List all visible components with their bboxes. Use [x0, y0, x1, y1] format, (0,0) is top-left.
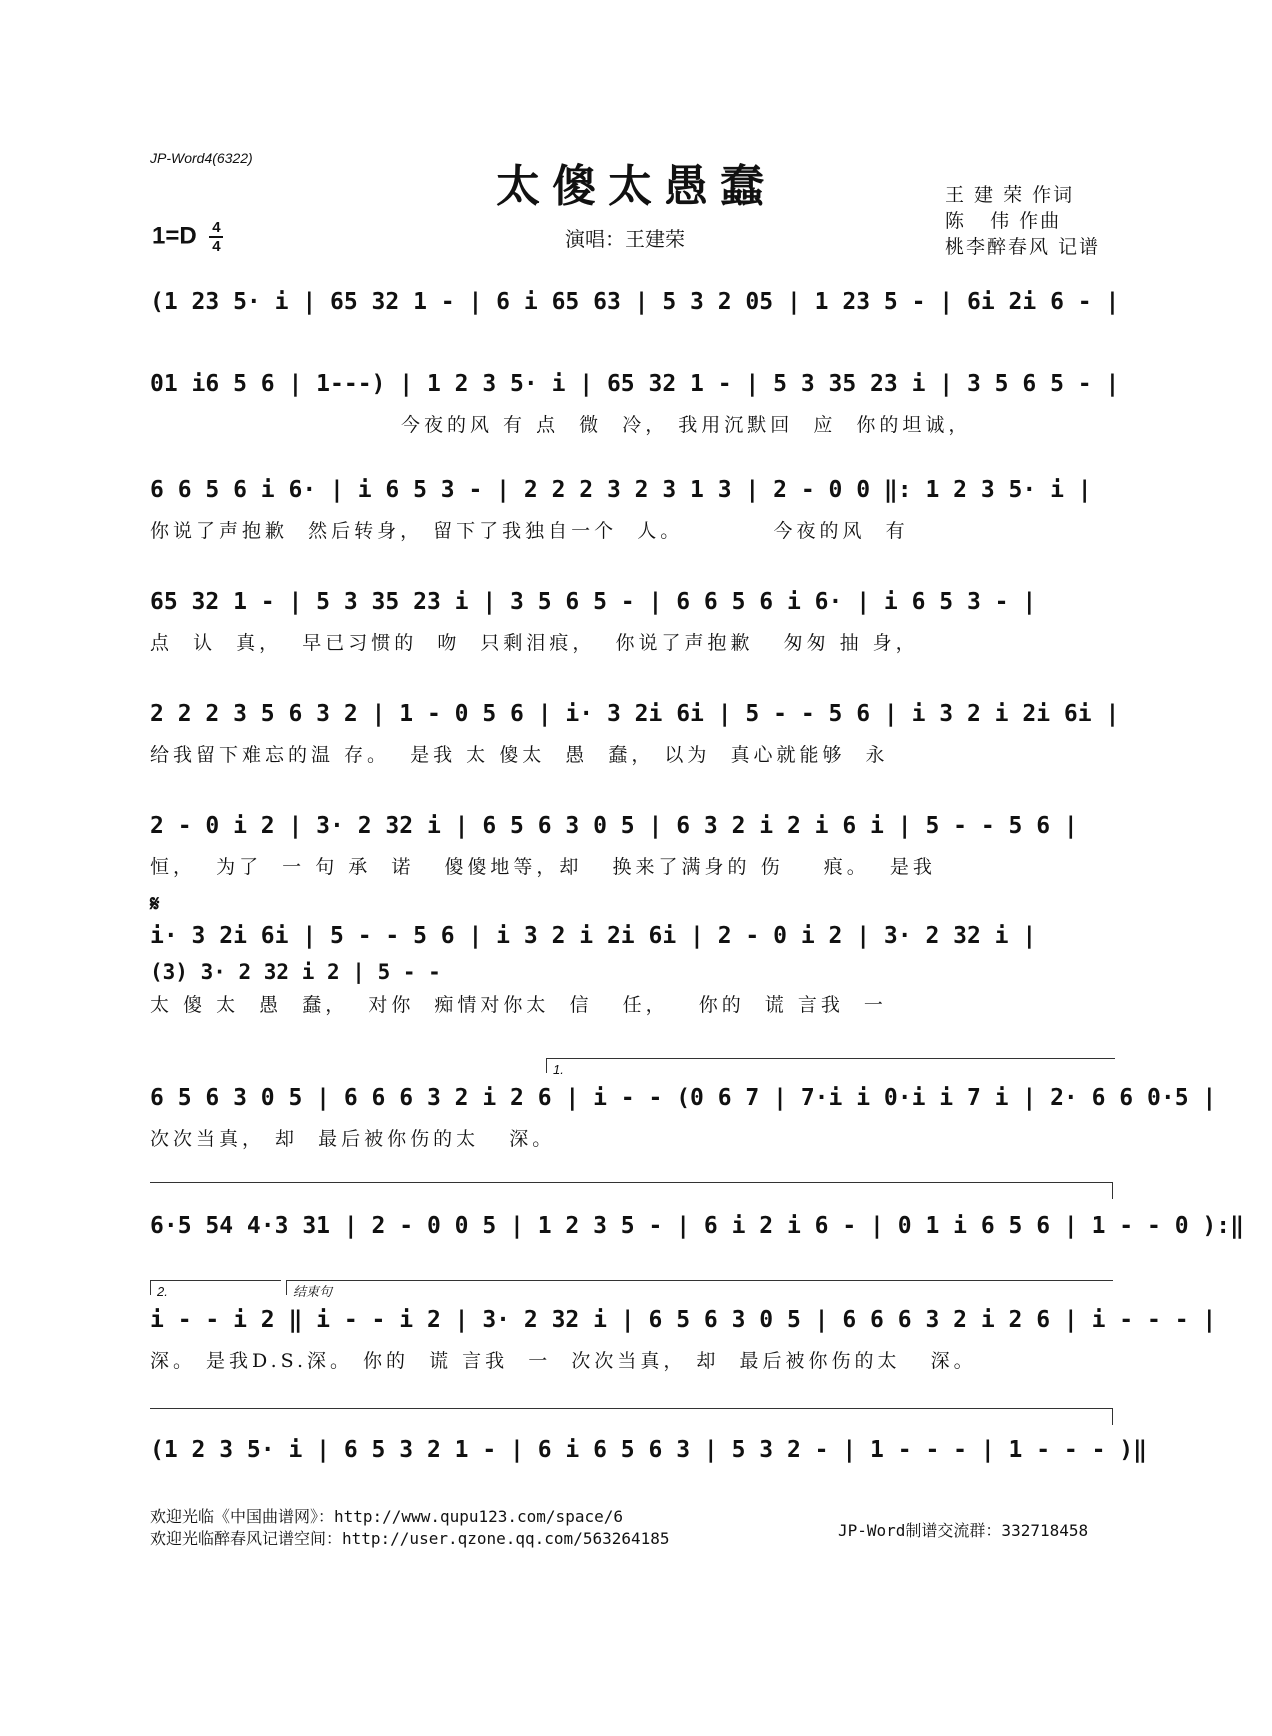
time-signature — [209, 220, 223, 254]
lyricist-credit: 王 建 荣 作词 — [945, 184, 1075, 206]
footer-link-qzone[interactable]: 欢迎光临醉春风记谱空间：http://user.qzone.qq.com/563264185 — [150, 1529, 670, 1548]
footer-links — [150, 1506, 670, 1550]
footer-group: JP-Word制谱交流群：332718458 — [838, 1521, 1089, 1540]
footer-link-qupu[interactable]: 欢迎光临《中国曲谱网》：http://www.qupu123.com/space/6 — [150, 1507, 623, 1526]
notation: i· 3 2i 6i | 5 - - 5 6 | i 3 2 i 2i 6i | 2 - 0 i 2 | 3· 2 32 i | — [150, 923, 1037, 949]
score-line-5 — [150, 694, 1118, 767]
outro-bracket — [150, 1408, 1113, 1425]
key-label: 1=D — [152, 222, 197, 250]
score-line-6 — [150, 806, 1118, 879]
coda-bracket — [286, 1280, 1113, 1299]
composer-credit: 陈 伟 作曲 — [945, 210, 1062, 232]
score-line-1 — [150, 282, 1118, 322]
notation: i - - i 2 ‖ i - - i 2 | 3· 2 32 i | 6 5 6 3 0 5 | 6 6 6 3 2 i 2 6 | i - - - | — [150, 1307, 1217, 1333]
lyrics: 给我留下难忘的温 存。 是我 太 傻太 愚 蠢， 以为 真心就能够 永 — [150, 744, 889, 766]
score-line-9 — [150, 1206, 1244, 1246]
coda-label: 结束句 — [293, 1284, 333, 1299]
alternate-notation: (3) 3· 2 32 i 2 | 5 - - — [150, 960, 441, 984]
notation: 2 - 0 i 2 | 3· 2 32 i | 6 5 6 3 0 5 | 6 3 2 i 2 i 6 i | 5 - - 5 6 | — [150, 813, 1078, 839]
volta-label: 2. — [157, 1284, 168, 1299]
notation: 6 6 5 6 i 6· | i 6 5 3 - | 2 2 2 3 2 3 1 3 | 2 - 0 0 ‖: 1 2 3 5· i | — [150, 477, 1092, 503]
transcriber-credit: 桃李醉春风 记谱 — [945, 236, 1101, 258]
volta-label: 1. — [553, 1062, 564, 1077]
time-bottom: 4 — [212, 238, 221, 255]
lyrics: 太 傻 太 愚 蠢， 对你 痴情对你太 信 任， 你的 谎 言我 一 — [150, 994, 887, 1016]
segno-sign: 𝄋 — [150, 892, 160, 917]
score-line-7 — [150, 894, 1118, 1017]
score-line-10 — [150, 1300, 1217, 1373]
notation: (1 23 5· i | 65 32 1 - | 6 i 65 63 | 5 3 2 05 | 1 23 5 - | 6i 2i 6 - | — [150, 289, 1120, 315]
software-label: JP-Word4(6322) — [150, 150, 253, 166]
repeat-bracket — [150, 1182, 1113, 1199]
lyrics: 你说了声抱歉 然后转身， 留下了我独自一个 人。 今夜的风 有 — [150, 520, 909, 542]
score-line-8 — [150, 1078, 1217, 1151]
singer-credit: 演唱：王建荣 — [565, 227, 685, 251]
notation: (1 2 3 5· i | 6 5 3 2 1 - | 6 i 6 5 6 3 | 5 3 2 - | 1 - - - | 1 - - - )‖ — [150, 1437, 1147, 1463]
lyrics: 次次当真， 却 最后被你伤的太 深。 — [150, 1128, 556, 1150]
score-line-2 — [150, 364, 1118, 437]
score-line-4 — [150, 582, 1118, 655]
score-line-11 — [150, 1430, 1147, 1470]
lyrics: 恒， 为了 一 句 承 诺 傻傻地等，却 换来了满身的 伤 痕。 是我 — [150, 856, 936, 878]
lyrics: 今夜的风 有 点 微 冷， 我用沉默回 应 你的坦诚， — [150, 414, 972, 436]
notation: 2 2 2 3 5 6 3 2 | 1 - 0 5 6 | i· 3 2i 6i | 5 - - 5 6 | i 3 2 i 2i 6i | — [150, 701, 1120, 727]
key-signature — [152, 220, 223, 254]
notation: 65 32 1 - | 5 3 35 23 i | 3 5 6 5 - | 6 6 5 6 i 6· | i 6 5 3 - | — [150, 589, 1037, 615]
notation: 6 5 6 3 0 5 | 6 6 6 3 2 i 2 6 | i - - (0 6 7 | 7·i i 0·i i 7 i | 2· 6 6 0·5 | — [150, 1085, 1217, 1111]
score-line-3 — [150, 470, 1118, 543]
notation: 01 i6 5 6 | 1---) | 1 2 3 5· i | 65 32 1 - | 5 3 35 23 i | 3 5 6 5 - | — [150, 371, 1120, 397]
volta-bracket-2 — [150, 1280, 281, 1299]
credits — [945, 182, 1100, 260]
song-title: 太傻太愚蠢 — [496, 161, 776, 212]
notation: 6·5 54 4·3 31 | 2 - 0 0 5 | 1 2 3 5 - | 6 i 2 i 6 - | 0 1 i 6 5 6 | 1 - - 0 ):‖ — [150, 1213, 1244, 1239]
time-top: 4 — [212, 219, 221, 236]
lyrics: 深。 是我D.S.深。 你的 谎 言我 一 次次当真， 却 最后被你伤的太 深。 — [150, 1350, 977, 1372]
lyrics: 点 认 真， 早已习惯的 吻 只剩泪痕， 你说了声抱歉 匆匆 抽 身， — [150, 632, 919, 654]
volta-bracket-1 — [546, 1058, 1115, 1077]
